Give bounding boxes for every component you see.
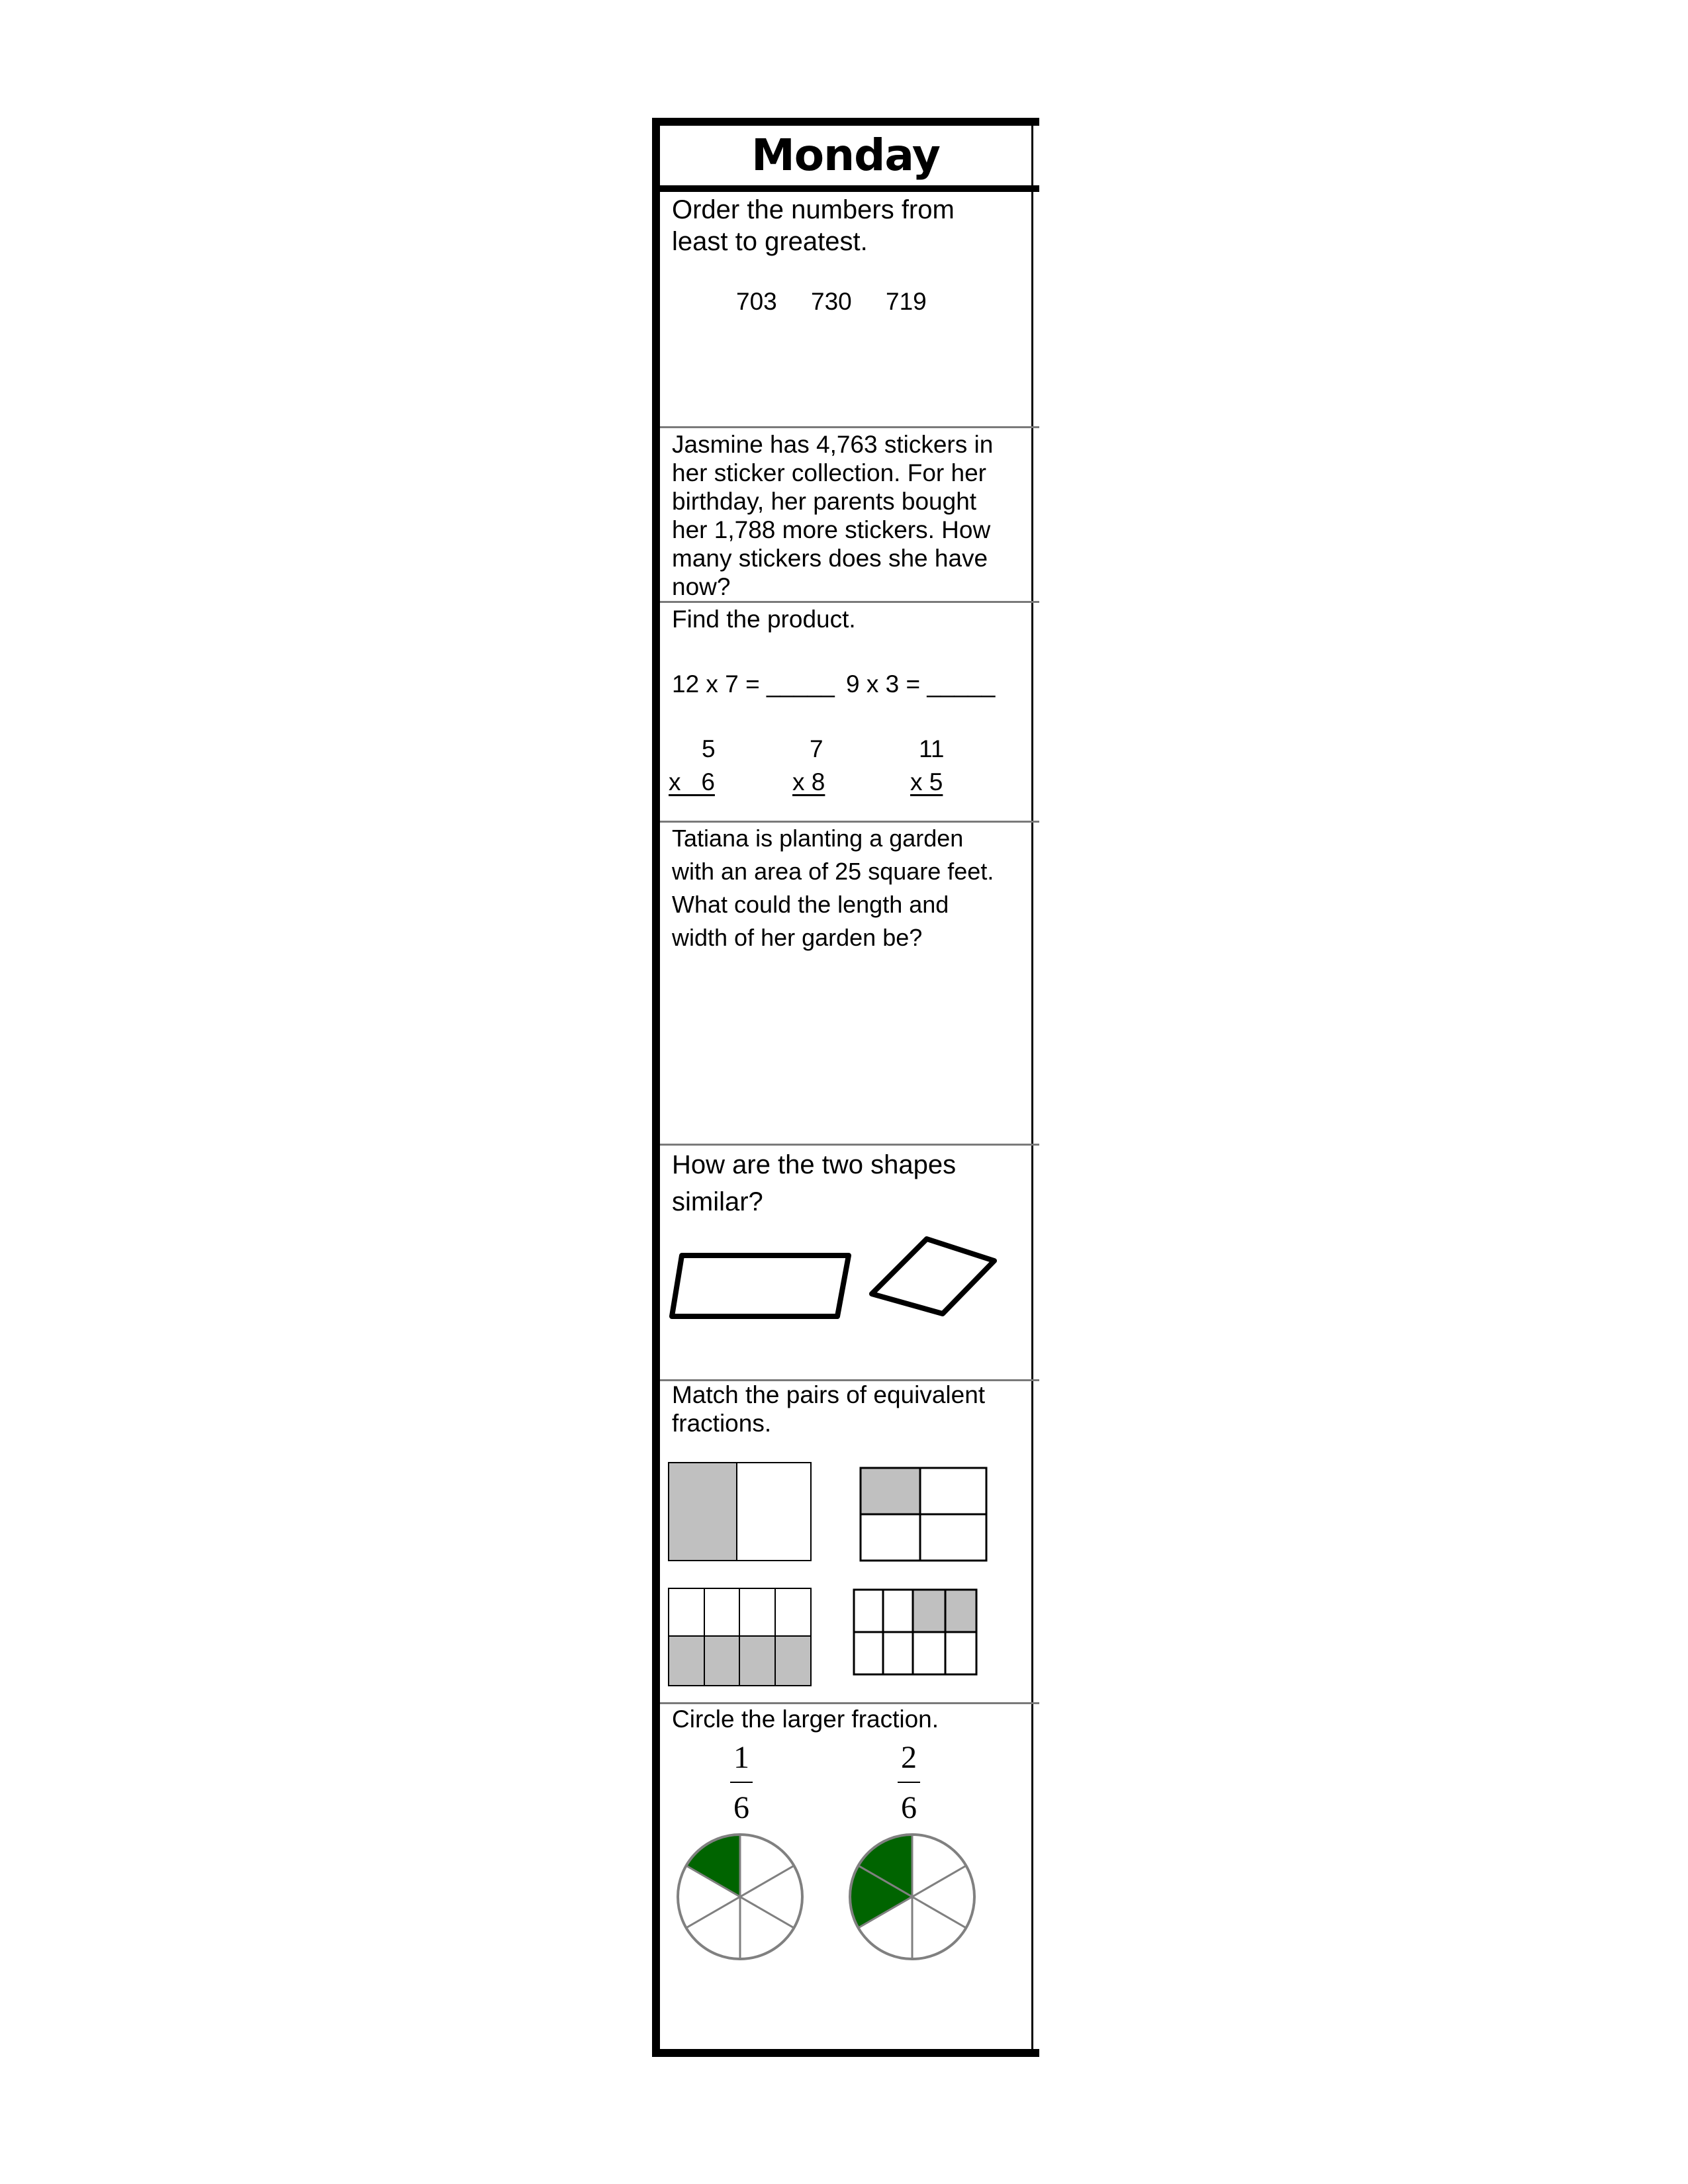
q3-equation-1: 12 x 7 = _____ (672, 670, 835, 698)
numerator: 1 (733, 1740, 749, 1775)
q3-vertical-1-top: 5 (702, 735, 716, 762)
q1-number-3: 719 (886, 288, 927, 315)
q3-equation-2: 9 x 3 = _____ (846, 670, 996, 698)
pie-model-1 (678, 1835, 802, 1959)
q7-prompt: Circle the larger fraction. (672, 1706, 939, 1733)
q6-prompt: Match the pairs of equivalent fractions. (672, 1381, 986, 1437)
day-heading: Monday (751, 130, 940, 181)
q3-vertical-2-bottom: x 8 (792, 768, 825, 796)
q1-number-2: 730 (811, 288, 852, 315)
numerator: 2 (901, 1740, 917, 1775)
q4-prompt: Tatiana is planting a garden with an area of 25 square feet. What could the length and width of her garden be? (672, 825, 994, 951)
q3-vertical-1-bottom: x 6 (669, 768, 715, 796)
denominator: 6 (733, 1790, 749, 1825)
q3-vertical-2-top: 7 (810, 735, 823, 762)
q5-prompt: How are the two shapes similar? (672, 1150, 957, 1216)
denominator: 6 (901, 1790, 917, 1825)
q1-number-1: 703 (736, 288, 777, 315)
q2-prompt: Jasmine has 4,763 stickers in her sticker collection. For her birthday, her parents bought her 1,788 more stickers. How many stickers does she have now? (672, 431, 994, 600)
q1-prompt: Order the numbers from least to greatest. (672, 195, 955, 256)
q3-prompt: Find the product. (672, 606, 856, 633)
pie-model-2 (850, 1835, 974, 1959)
q3-vertical-3-top: 11 (919, 735, 945, 762)
q3-vertical-3-bottom: x 5 (910, 768, 943, 796)
